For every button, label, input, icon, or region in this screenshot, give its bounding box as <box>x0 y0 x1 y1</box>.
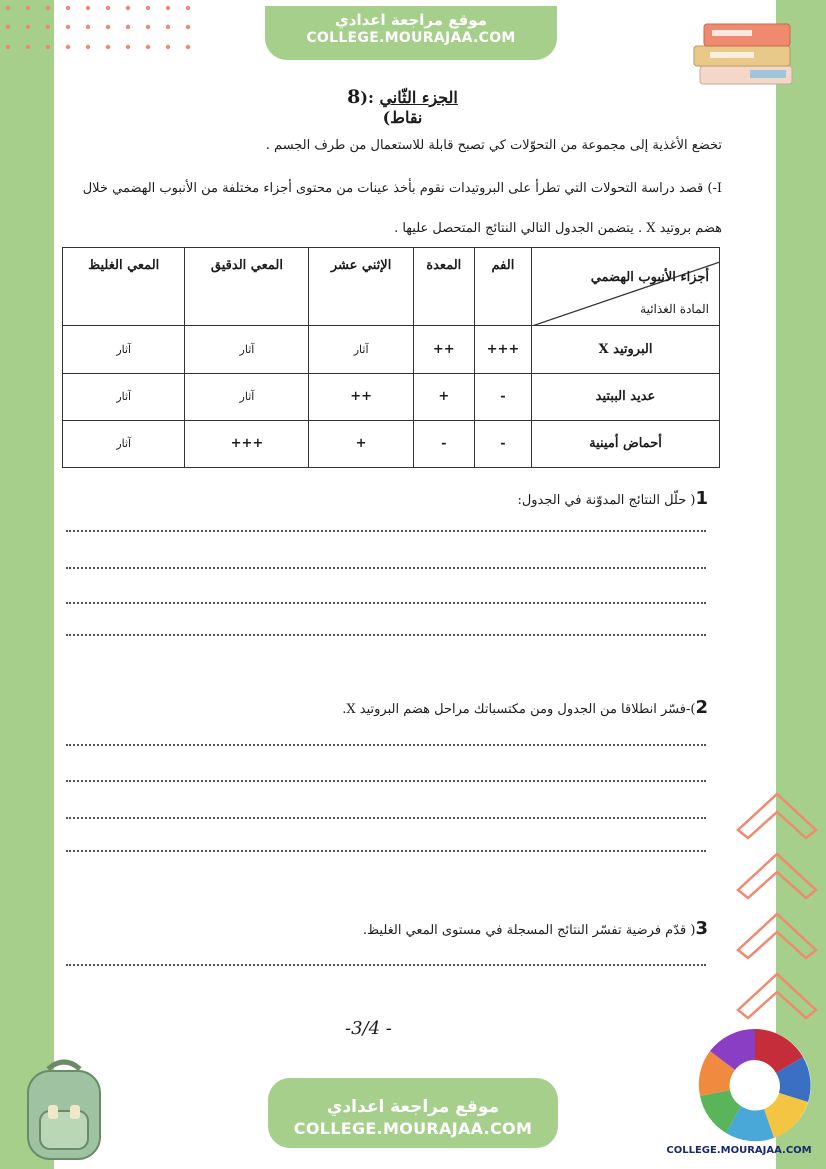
decorative-dots <box>0 0 210 60</box>
answer-line[interactable] <box>66 530 706 532</box>
column-header: الفم <box>474 248 531 326</box>
part-title-text: الجزء الثّاني <box>379 88 458 107</box>
table-cell: - <box>474 373 531 420</box>
question-number: 1 <box>695 488 708 509</box>
table-cell: آثار <box>185 326 309 373</box>
column-header: المعي الغليظ <box>63 248 185 326</box>
column-header: الإثني عشر <box>309 248 413 326</box>
backpack-icon <box>14 1055 114 1163</box>
part-points-open: :( <box>360 88 374 107</box>
table-cell: آثار <box>63 420 185 467</box>
table-cell: + <box>309 420 413 467</box>
exam-page <box>54 0 776 1169</box>
row-label: أحماض أمينية <box>532 420 720 467</box>
question-3 <box>363 918 708 939</box>
answer-line[interactable] <box>66 964 706 966</box>
part-points-number: 8 <box>347 86 361 108</box>
answer-line[interactable] <box>66 780 706 782</box>
site-banner-bottom[interactable] <box>268 1078 558 1148</box>
question-number: 3 <box>695 918 708 939</box>
answer-line[interactable] <box>66 602 706 604</box>
logo-caption[interactable]: COLLEGE.MOURAJAA.COM <box>666 1145 812 1156</box>
column-header: المعدة <box>413 248 474 326</box>
table-cell: ++ <box>413 326 474 373</box>
question-1 <box>517 488 708 509</box>
section1-line2: هضم بروتيد X . يتضمن الجدول التالي النتائج المتحصل عليها . <box>394 221 722 236</box>
table-cell: آثار <box>63 326 185 373</box>
corner-bottom-label: المادة الغذائية <box>640 302 709 316</box>
question-2 <box>342 697 708 718</box>
table-cell: ++ <box>309 373 413 420</box>
row-label: البروتيد X <box>532 326 720 373</box>
part-title <box>330 86 475 127</box>
table-row <box>63 373 720 420</box>
question-number: 2 <box>695 697 708 718</box>
table-cell: آثار <box>185 373 309 420</box>
page-number: -3/4 - <box>345 1018 392 1039</box>
section1-line1: I-) قصد دراسة التحولات التي تطرأ على البروتيدات نقوم بأخذ عينات من محتوى أجزاء مختلفة من الأنبوب الهضمي خلال <box>82 181 722 196</box>
answer-line[interactable] <box>66 634 706 636</box>
answer-line[interactable] <box>66 850 706 852</box>
table-corner-cell <box>532 248 720 326</box>
site-url[interactable]: COLLEGE.MOURAJAA.COM <box>306 30 516 46</box>
answer-line[interactable] <box>66 567 706 569</box>
site-url[interactable]: COLLEGE.MOURAJAA.COM <box>293 1119 533 1138</box>
table-cell: + <box>413 373 474 420</box>
books-icon <box>690 12 800 92</box>
column-header: المعي الدقيق <box>185 248 309 326</box>
table-cell: آثار <box>63 373 185 420</box>
table-cell: آثار <box>309 326 413 373</box>
intro-text: تخضع الأغذية إلى مجموعة من التحوّلات كي تصبح قابلة للاستعمال من طرف الجسم . <box>265 138 722 153</box>
table-cell: - <box>413 420 474 467</box>
table-cell: +++ <box>474 326 531 373</box>
site-name: موقع مراجعة اعدادي <box>326 1097 500 1117</box>
corner-top-label: أجزاء الأنبوب الهضمي <box>590 270 709 285</box>
row-label: عديد الببتيد <box>532 373 720 420</box>
question-text: ( حلّل النتائج المدوّنة في الجدول: <box>517 493 696 508</box>
site-banner-top[interactable] <box>265 6 557 60</box>
site-logo-icon[interactable] <box>696 1026 814 1144</box>
chevrons-decoration-icon <box>734 790 820 1040</box>
table-row <box>63 326 720 373</box>
answer-line[interactable] <box>66 817 706 819</box>
answer-line[interactable] <box>66 744 706 746</box>
table-cell: +++ <box>185 420 309 467</box>
results-table <box>62 247 720 468</box>
table-row <box>63 420 720 467</box>
question-text: )-فسّر انطلاقا من الجدول ومن مكتسباتك مراحل هضم البروتيد X. <box>342 702 696 717</box>
table-header-row <box>63 248 720 326</box>
part-points-label: نقاط) <box>382 108 423 127</box>
site-name: موقع مراجعة اعدادي <box>335 11 487 29</box>
question-text: ( قدّم فرضية تفسّر النتائج المسجلة في مستوى المعي الغليظ. <box>362 923 696 938</box>
table-cell: - <box>474 420 531 467</box>
